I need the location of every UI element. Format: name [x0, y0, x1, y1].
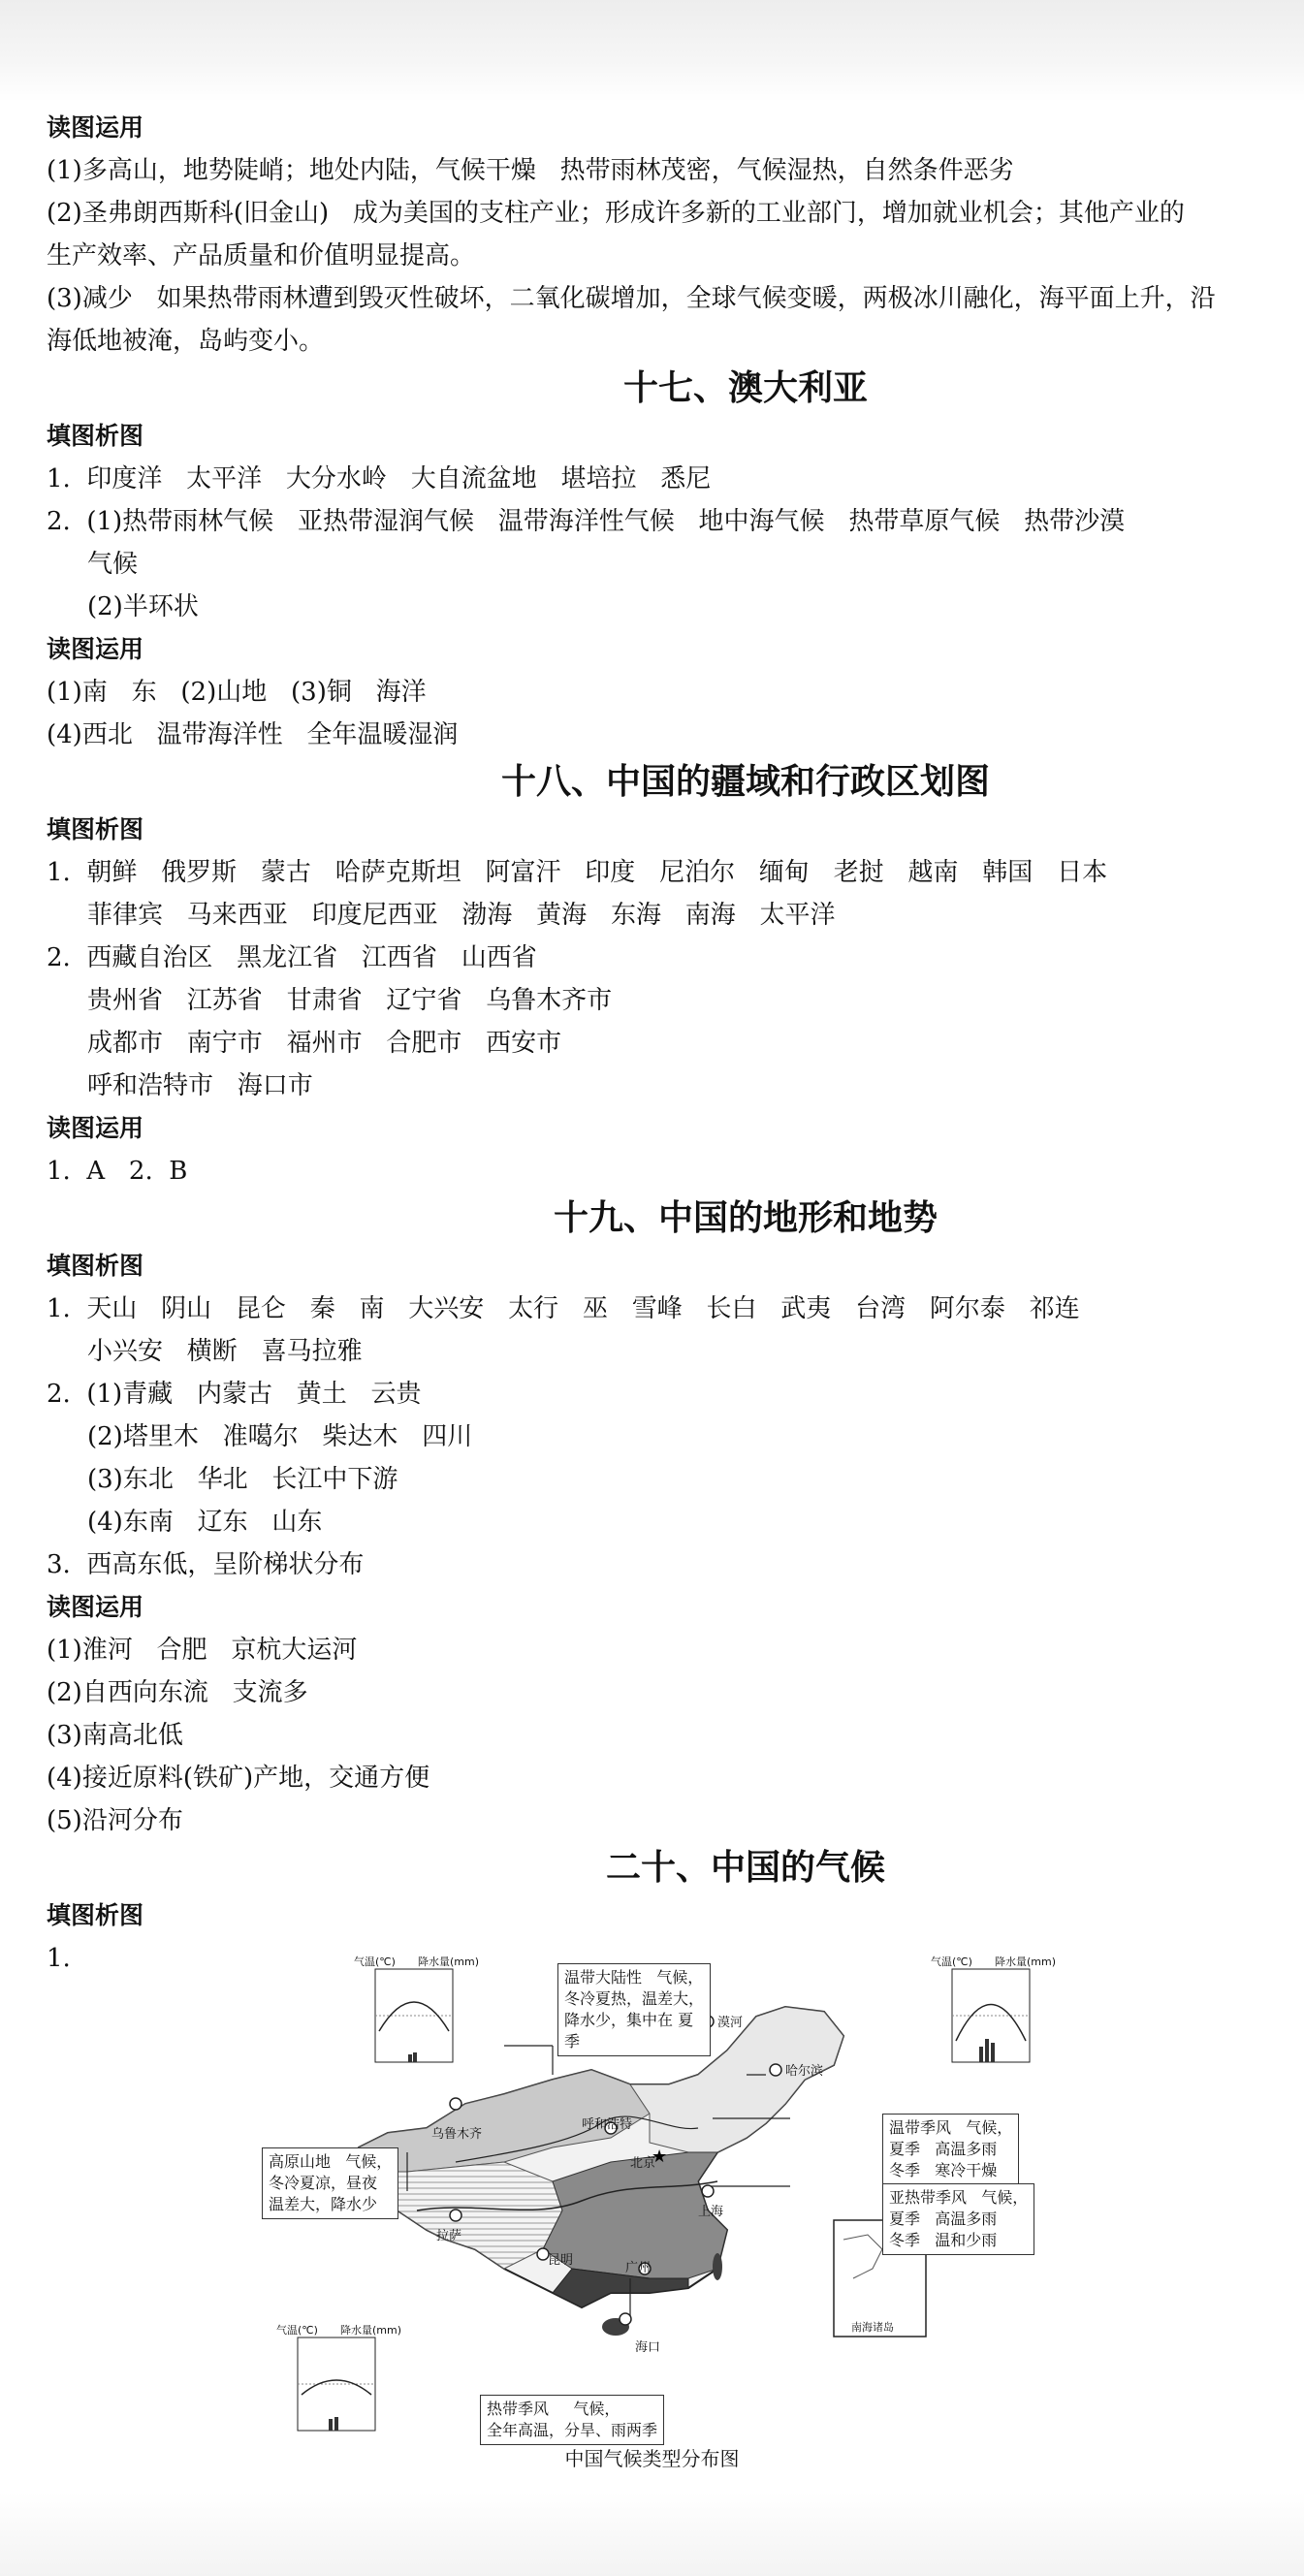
rain-axis-header: 降水量(mm)	[340, 2324, 402, 2337]
city-label: 呼和浩特	[582, 2117, 633, 2132]
city-label: 漠河	[717, 2016, 744, 2030]
city-label: 昆明	[548, 2253, 574, 2268]
rain-axis-header: 降水量(mm)	[418, 1956, 480, 1968]
top-scan-band	[0, 0, 1304, 102]
subheading-fill: 填图析图	[47, 1252, 144, 1280]
box-temperate-continental: 温带大陆性 气候， 冬冷夏热，温差大， 降水少，集中在 夏 季	[557, 1963, 711, 2056]
answer-line: (1)淮河 合肥 京杭大运河	[47, 1636, 358, 1665]
section-prev-reading	[47, 107, 1270, 363]
subheading-read: 读图运用	[47, 113, 144, 142]
city-label: 广州	[625, 2261, 652, 2275]
subheading-read: 读图运用	[47, 635, 144, 663]
figure-caption: 中国气候类型分布图	[564, 2447, 740, 2470]
box-subtropical-monsoon: 亚热带季风 气候， 夏季 高温多雨 冬季 温和少雨	[882, 2183, 1034, 2255]
section-title-17: 十七、澳大利亚	[622, 368, 868, 408]
subheading-read: 读图运用	[47, 1593, 144, 1621]
answer-line: 气候	[87, 550, 139, 579]
city-label: 北京	[630, 2156, 656, 2171]
answer-line: 生产效率、产品质量和价值明显提高。	[47, 241, 476, 270]
subheading-read: 读图运用	[47, 1114, 144, 1142]
section-title-18: 十八、中国的疆域和行政区划图	[500, 762, 990, 802]
bottom-scan-band	[0, 2492, 1304, 2576]
answer-page	[47, 107, 1270, 1980]
answer-line: (2)半环状	[87, 592, 199, 621]
city-label: 上海	[698, 2205, 724, 2219]
answer-line: (1)多高山，地势陡峭；地处内陆，气候干燥 热带雨林茂密，气候湿热，自然条件恶劣	[47, 156, 1014, 185]
answer-line: (2)塔里木 准噶尔 柴达木 四川	[87, 1422, 473, 1451]
answer-line: 成都市 南宁市 福州市 合肥市 西安市	[87, 1029, 562, 1058]
subheading-fill: 填图析图	[47, 815, 144, 843]
answer-line: 1. 印度洋 太平洋 大分水岭 大自流盆地 堪培拉 悉尼	[47, 464, 712, 493]
answer-line: 1. A 2. B	[47, 1157, 188, 1186]
answer-line: (3)减少 如果热带雨林遭到毁灭性破坏，二氧化碳增加，全球气候变暖，两极冰川融化，海平面上升，沿	[47, 284, 1216, 313]
subheading-fill: 填图析图	[47, 1901, 144, 1929]
city-label: 乌鲁木齐	[431, 2127, 483, 2142]
answer-line: 1. 朝鲜 俄罗斯 蒙古 哈萨克斯坦 阿富汗 印度 尼泊尔 缅甸 老挝 越南 韩国 日本	[47, 858, 1108, 887]
subheading-fill: 填图析图	[47, 422, 144, 450]
section-title-19: 十九、中国的地形和地势	[553, 1198, 938, 1238]
answer-line: 小兴安 横断 喜马拉雅	[87, 1337, 363, 1366]
answer-line: (3)南高北低	[47, 1721, 183, 1750]
answer-line: (4)西北 温带海洋性 全年温暖湿润	[47, 720, 459, 749]
answer-line: 呼和浩特市 海口市	[87, 1071, 313, 1100]
answer-line: 2. 西藏自治区 黑龙江省 江西省 山西省	[47, 943, 537, 972]
answer-line: 海低地被淹，岛屿变小。	[47, 327, 325, 356]
climate-chart-southwest	[276, 2322, 412, 2443]
beijing-star-icon: ★	[652, 2147, 668, 2167]
climate-chart-northwest	[354, 1954, 490, 2075]
answer-line: 3. 西高东低，呈阶梯状分布	[47, 1550, 365, 1579]
city-label: 海口	[635, 2340, 661, 2355]
climate-chart-northeast	[931, 1954, 1066, 2075]
answer-line: 贵州省 江苏省 甘肃省 辽宁省 乌鲁木齐市	[87, 986, 613, 1015]
answer-line: (2)圣弗朗西斯科(旧金山) 成为美国的支柱产业；形成许多新的工业部门，增加就业机会；其他产业的	[47, 199, 1185, 228]
box-plateau: 高原山地 气候， 冬冷夏凉，昼夜 温差大，降水少	[262, 2147, 398, 2219]
answer-line: (3)东北 华北 长江中下游	[87, 1465, 398, 1494]
answer-line: 2. (1)青藏 内蒙古 黄土 云贵	[47, 1380, 422, 1409]
box-temperate-monsoon: 温带季风 气候， 夏季 高温多雨 冬季 寒冷干燥	[882, 2114, 1019, 2185]
city-label: 哈尔滨	[785, 2064, 824, 2079]
item-number: 1.	[47, 1944, 71, 1973]
answer-line: 2. (1)热带雨林气候 亚热带湿润气候 温带海洋性气候 地中海气候 热带草原气候 热带沙漠	[47, 507, 1126, 536]
answer-line: (4)东南 辽东 山东	[87, 1508, 323, 1537]
temp-axis-header: 气温(℃)	[931, 1956, 972, 1968]
answer-line: 菲律宾 马来西亚 印度尼西亚 渤海 黄海 东海 南海 太平洋	[87, 901, 836, 930]
temp-axis-header: 气温(℃)	[354, 1956, 396, 1968]
answer-line: (1)南 东 (2)山地 (3)铜 海洋	[47, 678, 427, 707]
answer-line: (4)接近原料(铁矿)产地，交通方便	[47, 1764, 430, 1793]
section-title-20: 二十、中国的气候	[605, 1848, 885, 1888]
temp-axis-header: 气温(℃)	[276, 2324, 318, 2337]
taiwan-island	[713, 2253, 722, 2280]
box-tropical-monsoon: 热带季风 气候， 全年高温，分旱、雨两季	[480, 2395, 664, 2445]
city-label: 拉萨	[436, 2229, 462, 2243]
china-climate-map-figure	[262, 1958, 1066, 2463]
answer-line: 1. 天山 阴山 昆仑 秦 南 大兴安 太行 巫 雪峰 长白 武夷 台湾 阿尔泰 祁连	[47, 1294, 1080, 1323]
city-label: 南海诸岛	[851, 2321, 894, 2334]
rain-axis-header: 降水量(mm)	[995, 1956, 1057, 1968]
answer-line: (5)沿河分布	[47, 1806, 183, 1835]
answer-line: (2)自西向东流 支流多	[47, 1678, 308, 1707]
